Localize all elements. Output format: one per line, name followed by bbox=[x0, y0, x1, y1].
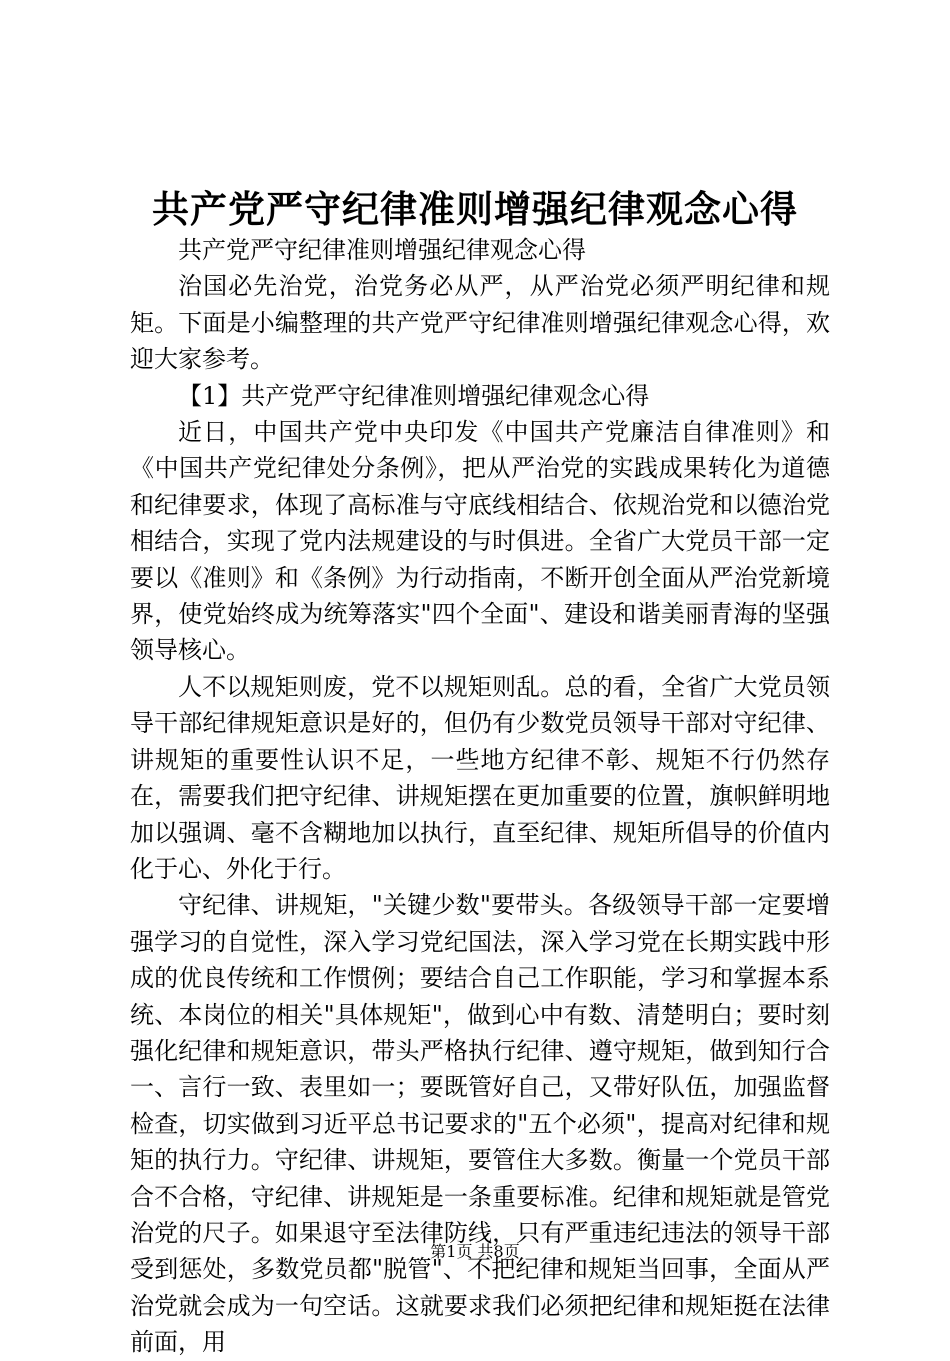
paragraph-subtitle: 共产党严守纪律准则增强纪律观念心得 bbox=[178, 236, 586, 264]
paragraph: 人不以规矩则废，党不以规矩则乱。总的看，全省广大党员领导干部纪律规矩意识是好的，但仍有少数党员领导干部对守纪律、讲规矩的重要性认识不足，一些地方纪律不彰、规矩不行仍然存在，需要我们把守纪律、讲规矩摆在更加重要的位置，旗帜鲜明地加以强调、毫不含糊地加以执行，直至纪律、规矩所倡导的价值内化于心、外化于行。 bbox=[130, 672, 830, 883]
paragraph: 近日，中国共产党中央印发《中国共产党廉洁自律准则》和《中国共产党纪律处分条例》，把从严治党的实践成果转化为道德和纪律要求，体现了高标准与守底线相结合、依规治党和以德治党相结合，实现了党内法规建设的与时俱进。全省广大党员干部一定要以《准则》和《条例》为行动指南，不断开创全面从严治党新境界，使党始终成为统筹落实"四个全面"、建设和谐美丽青海的坚强领导核心。 bbox=[130, 418, 830, 665]
section-heading-1: 【1】共产党严守纪律准则增强纪律观念心得 bbox=[178, 381, 650, 410]
paragraph: 守纪律、讲规矩，"关键少数"要带头。各级领导干部一定要增强学习的自觉性，深入学习党纪国法，深入学习党在长期实践中形成的优良传统和工作惯例；要结合自己工作职能，学习和掌握本系统、本岗位的相关"具体规矩"，做到心中有数、清楚明白；要时刻强化纪律和规矩意识，带头严格执行纪律、遵守规矩，做到知行合一、言行一致、表里如一；要既管好自己，又带好队伍，加强监督检查，切实做到习近平总书记要求的"五个必须"，提高对纪律和规矩的执行力。守纪律、讲规矩，要管住大多数。衡量一个党员干部合不合格，守纪律、讲规矩是一条重要标准。纪律和规矩就是管党治党的尺子。如果退守至法律防线，只有严重违纪违法的领导干部受到惩处，多数党员都"脱管"、不把纪律和规矩当回事，全面从严治党就会成为一句空话。这就要求我们必须把纪律和规矩挺在法律前面，用 bbox=[130, 891, 830, 1357]
document-title: 共产党严守纪律准则增强纪律观念心得 bbox=[152, 187, 798, 231]
paragraph-intro: 治国必先治党，治党务必从严，从严治党必须严明纪律和规矩。下面是小编整理的共产党严守纪律准则增强纪律观念心得，欢迎大家参考。 bbox=[130, 272, 830, 374]
document-body bbox=[130, 232, 830, 1361]
page-footer: 第1页 共8页 bbox=[430, 1242, 520, 1261]
